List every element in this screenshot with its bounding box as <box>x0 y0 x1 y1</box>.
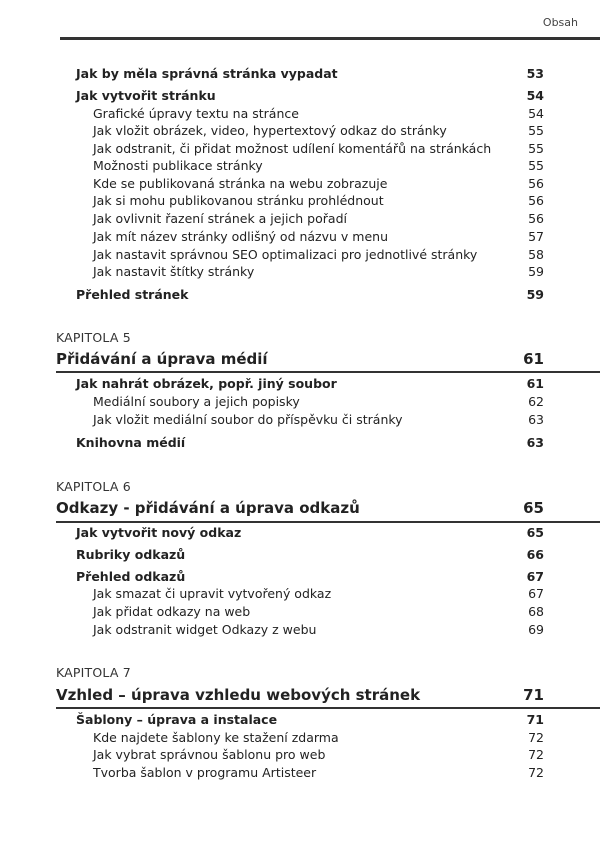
toc-subsection-entry[interactable] <box>93 141 544 156</box>
entry-title: Jak nahrát obrázek, popř. jiný soubor <box>76 376 337 391</box>
entry-page: 56 <box>528 193 544 208</box>
toc-section-entry[interactable] <box>76 547 544 562</box>
entry-page: 54 <box>526 88 544 103</box>
running-header: Obsah <box>542 16 578 29</box>
entry-title: Jak odstranit widget Odkazy z webu <box>93 622 317 637</box>
entry-page: 62 <box>528 394 544 409</box>
entry-title: Jak mít název stránky odlišný od názvu v menu <box>93 229 388 244</box>
chapter-title: Odkazy - přidávání a úprava odkazů <box>56 499 360 517</box>
toc-section-entry[interactable] <box>76 88 544 103</box>
chapter-rule <box>56 707 600 709</box>
entry-page: 59 <box>526 287 544 302</box>
toc-subsection-entry[interactable] <box>93 211 544 226</box>
toc-subsection-entry[interactable] <box>93 412 544 427</box>
entry-title: Jak si mohu publikovanou stránku prohlédnout <box>93 193 384 208</box>
toc-subsection-entry[interactable] <box>93 394 544 409</box>
toc-section-entry[interactable] <box>76 287 544 302</box>
entry-page: 56 <box>528 176 544 191</box>
entry-page: 63 <box>528 412 544 427</box>
entry-title: Přehled odkazů <box>76 569 186 584</box>
entry-title: Tvorba šablon v programu Artisteer <box>93 765 317 780</box>
toc-subsection-entry[interactable] <box>93 604 544 619</box>
chapter-title: Vzhled – úprava vzhledu webových stránek <box>56 686 421 704</box>
chapter-title: Přidávání a úprava médií <box>56 350 268 368</box>
toc-subsection-entry[interactable] <box>93 193 544 208</box>
entry-title: Jak nastavit správnou SEO optimalizaci pro jednotlivé stránky <box>93 247 478 262</box>
entry-title: Knihovna médií <box>76 435 186 450</box>
entry-title: Jak odstranit, či přidat možnost udílení komentářů na stránkách <box>93 141 492 156</box>
entry-title: Jak ovlivnit řazení stránek a jejich pořadí <box>93 211 347 226</box>
toc-section-entry[interactable] <box>76 569 544 584</box>
entry-page: 67 <box>526 569 544 584</box>
toc-subsection-entry[interactable] <box>93 229 544 244</box>
entry-page: 72 <box>528 730 544 745</box>
entry-page: 55 <box>528 123 544 138</box>
chapter-rule <box>56 371 600 373</box>
entry-page: 57 <box>528 229 544 244</box>
toc-section-entry[interactable] <box>76 435 544 450</box>
toc-section-entry[interactable] <box>76 712 544 727</box>
toc-subsection-entry[interactable] <box>93 586 544 601</box>
toc-subsection-entry[interactable] <box>93 747 544 762</box>
entry-title: Jak přidat odkazy na web <box>93 604 251 619</box>
entry-title: Kde najdete šablony ke stažení zdarma <box>93 730 339 745</box>
entry-title: Rubriky odkazů <box>76 547 186 562</box>
chapter-page: 65 <box>523 499 544 517</box>
entry-page: 55 <box>528 158 544 173</box>
toc-section-entry[interactable] <box>76 525 544 540</box>
toc-subsection-entry[interactable] <box>93 106 544 121</box>
entry-title: Jak vytvořit stránku <box>76 88 216 103</box>
entry-title: Jak vložit mediální soubor do příspěvku či stránky <box>93 412 403 427</box>
entry-page: 72 <box>528 747 544 762</box>
chapter-label: KAPITOLA 6 <box>56 479 131 494</box>
toc-subsection-entry[interactable] <box>93 158 544 173</box>
chapter-heading[interactable] <box>56 499 544 517</box>
entry-title: Jak nastavit štítky stránky <box>93 264 255 279</box>
header-rule <box>60 37 600 40</box>
entry-page: 63 <box>526 435 544 450</box>
chapter-rule <box>56 521 600 523</box>
toc-section-entry[interactable] <box>76 66 544 81</box>
entry-page: 58 <box>528 247 544 262</box>
entry-page: 53 <box>526 66 544 81</box>
entry-page: 55 <box>528 141 544 156</box>
toc-subsection-entry[interactable] <box>93 730 544 745</box>
entry-page: 54 <box>528 106 544 121</box>
entry-title: Jak smazat či upravit vytvořený odkaz <box>93 586 332 601</box>
entry-page: 59 <box>528 264 544 279</box>
entry-page: 66 <box>526 547 544 562</box>
toc-subsection-entry[interactable] <box>93 247 544 262</box>
chapter-page: 61 <box>523 350 544 368</box>
entry-page: 71 <box>526 712 544 727</box>
entry-title: Jak vybrat správnou šablonu pro web <box>93 747 326 762</box>
toc-subsection-entry[interactable] <box>93 176 544 191</box>
entry-title: Jak vytvořit nový odkaz <box>76 525 242 540</box>
chapter-heading[interactable] <box>56 350 544 368</box>
entry-page: 67 <box>528 586 544 601</box>
entry-title: Jak vložit obrázek, video, hypertextový odkaz do stránky <box>93 123 447 138</box>
entry-title: Mediální soubory a jejich popisky <box>93 394 300 409</box>
chapter-heading[interactable] <box>56 686 544 704</box>
toc-subsection-entry[interactable] <box>93 622 544 637</box>
entry-title: Grafické úpravy textu na stránce <box>93 106 299 121</box>
entry-page: 61 <box>526 376 544 391</box>
entry-page: 65 <box>526 525 544 540</box>
toc-subsection-entry[interactable] <box>93 765 544 780</box>
entry-title: Šablony – úprava a instalace <box>76 712 278 727</box>
entry-page: 68 <box>528 604 544 619</box>
entry-title: Jak by měla správná stránka vypadat <box>76 66 338 81</box>
toc-subsection-entry[interactable] <box>93 123 544 138</box>
entry-page: 56 <box>528 211 544 226</box>
entry-title: Kde se publikovaná stránka na webu zobrazuje <box>93 176 388 191</box>
toc-subsection-entry[interactable] <box>93 264 544 279</box>
entry-page: 69 <box>528 622 544 637</box>
chapter-page: 71 <box>523 686 544 704</box>
chapter-label: KAPITOLA 7 <box>56 665 131 680</box>
chapter-label: KAPITOLA 5 <box>56 330 131 345</box>
entry-title: Možnosti publikace stránky <box>93 158 263 173</box>
toc-section-entry[interactable] <box>76 376 544 391</box>
entry-page: 72 <box>528 765 544 780</box>
entry-title: Přehled stránek <box>76 287 189 302</box>
